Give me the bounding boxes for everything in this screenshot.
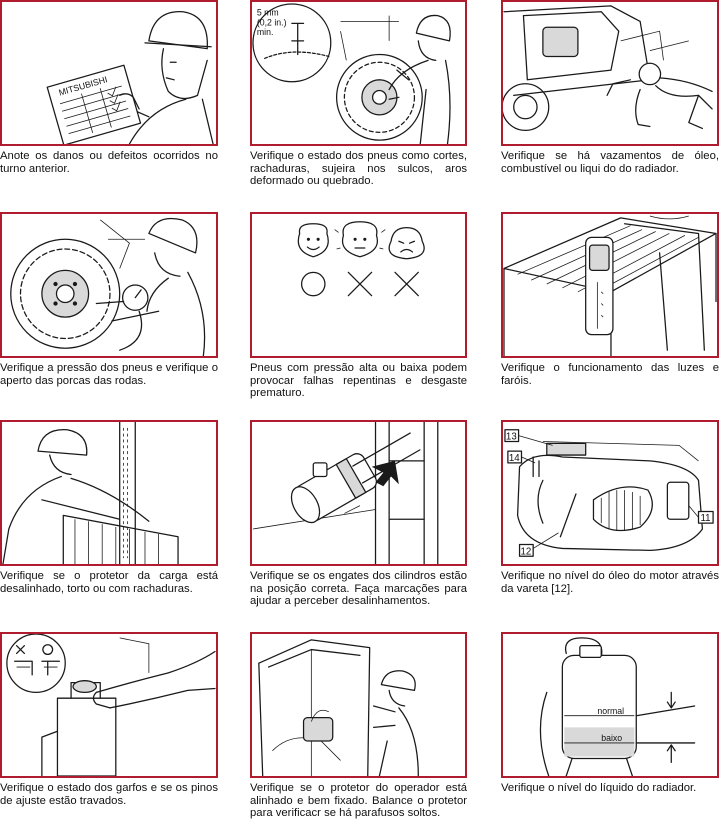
illustration-overhead-guard	[250, 632, 467, 778]
illustration-cylinder-mounts	[250, 420, 467, 566]
caption-leak-check: Verifique se há vazamentos de óleo, combustível ou liqui do do radiador.	[501, 150, 719, 175]
caption-engine-oil-level: Verifique no nível do óleo do motor através da vareta [12].	[501, 570, 719, 595]
illustration-radiator-level	[501, 632, 719, 778]
caption-lights-check: Verifique o funcionamento das luzes e faróis.	[501, 362, 719, 387]
caption-cylinder-mounts: Verifique se os engates dos cilindros estão na posição correta. Faça marcações para ajudar a perceber desalinhamentos.	[250, 570, 467, 608]
callout-14: 14	[508, 452, 520, 464]
tread-depth-inch-label: (0,2 in.)	[256, 17, 287, 28]
illustration-checklist-review	[0, 0, 218, 146]
caption-overhead-guard: Verifique se o protetor do operador está alinhado e bem fixado. Balance o protetor para verificacr se há parafusos soltos.	[250, 782, 467, 820]
clipboard-brand-label: MITSUBISHI	[57, 74, 109, 98]
caption-load-backrest: Verifique se o protetor da carga está desalinhado, torto ou com rachaduras.	[0, 570, 218, 595]
illustration-engine-oil-level	[501, 420, 719, 566]
caption-tire-inspection: Verifique o estado dos pneus como cortes, rachaduras, sujeira nos sulcos, aros deformado ou quebrado.	[250, 150, 467, 188]
caption-radiator-level: Verifique o nível do líquido do radiador.	[501, 782, 697, 794]
callout-13: 13	[505, 431, 517, 443]
illustration-tire-pressure	[0, 212, 218, 358]
illustration-leak-check	[501, 0, 719, 146]
level-normal-label: normal	[597, 705, 625, 716]
tread-depth-label: 5 mm	[256, 7, 279, 18]
illustration-forks-check	[0, 632, 218, 778]
caption-tire-pressure-comparison: Pneus com pressão alta ou baixa podem provocar falhas repentinas e desgaste prematuro.	[250, 362, 467, 400]
callout-11: 11	[700, 513, 711, 525]
level-low-label: baixo	[601, 732, 623, 743]
illustration-tire-pressure-comparison	[250, 212, 467, 358]
illustration-lights-check	[501, 212, 719, 358]
caption-tire-pressure: Verifique a pressão dos pneus e verifique o aperto das porcas das rodas.	[0, 362, 218, 387]
illustration-tire-inspection	[250, 0, 467, 146]
tread-depth-min-label: min.	[256, 27, 274, 38]
illustration-load-backrest	[0, 420, 218, 566]
caption-checklist-review: Anote os danos ou defeitos ocorridos no turno anterior.	[0, 150, 218, 175]
callout-12: 12	[520, 546, 532, 558]
caption-forks-check: Verifique o estado dos garfos e se os pinos de ajuste estão travados.	[0, 782, 218, 807]
